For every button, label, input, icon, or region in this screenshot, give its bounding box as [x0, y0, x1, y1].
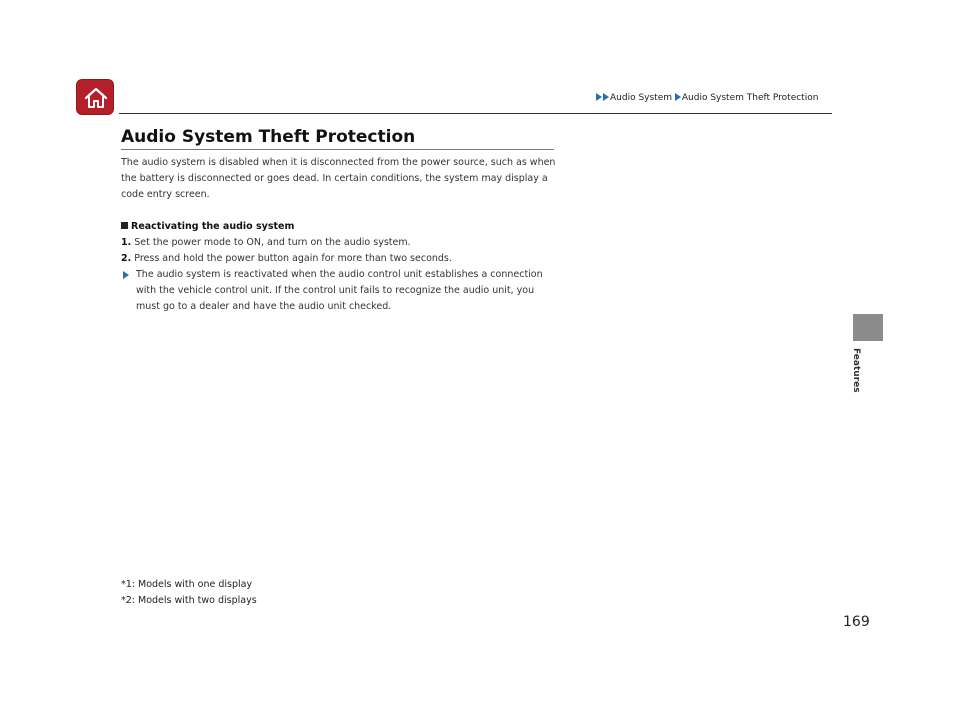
home-icon [84, 86, 108, 110]
step-number: 2. [121, 253, 132, 264]
step-text: Press and hold the power button again for more than two seconds. [134, 253, 452, 264]
chapter-label [851, 348, 869, 398]
page-title: Audio System Theft Protection [121, 127, 416, 147]
intro-paragraph: The audio system is disabled when it is disconnected from the power source, such as when the battery is disconnected or goes dead. In certain conditions, the system may display a code entry screen. [121, 157, 556, 200]
chapter-label-text: Features [851, 348, 861, 393]
breadcrumb-arrow-icon [603, 93, 609, 101]
footnotes [121, 577, 257, 609]
title-underline [121, 149, 554, 150]
footnote: *1: Models with one display [121, 579, 253, 590]
breadcrumb-arrow-icon [596, 93, 602, 101]
chapter-tab[interactable] [853, 314, 883, 341]
page-number: 169 [843, 614, 870, 630]
step-item [121, 235, 561, 251]
step-number: 1. [121, 237, 132, 248]
main-content [121, 155, 561, 315]
step-note [121, 267, 561, 315]
right-triangle-icon [123, 271, 129, 279]
step-note-text: The audio system is reactivated when the audio control unit establishes a connection with the vehicle control unit. If the control unit fails to recognize the audio unit, you must go to a dealer and have the audio unit checked. [136, 269, 543, 312]
breadcrumb [596, 93, 818, 103]
section-heading-text: Reactivating the audio system [131, 221, 295, 232]
breadcrumb-arrow-icon [675, 93, 681, 101]
step-item [121, 251, 561, 267]
home-button[interactable] [76, 79, 114, 115]
breadcrumb-item-theft-protection[interactable]: Audio System Theft Protection [681, 93, 819, 103]
breadcrumb-item-audio-system[interactable]: Audio System [610, 93, 673, 103]
section-heading [121, 219, 561, 235]
footnote: *2: Models with two displays [121, 595, 257, 606]
square-bullet-icon [121, 222, 128, 229]
step-text: Set the power mode to ON, and turn on the audio system. [134, 237, 411, 248]
header-divider [119, 113, 832, 114]
